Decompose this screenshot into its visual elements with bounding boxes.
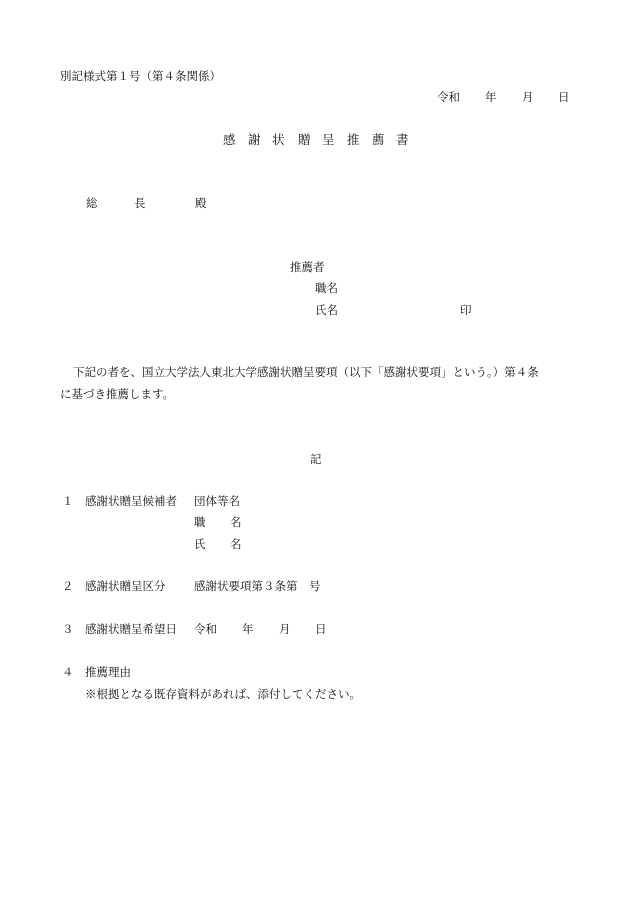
item-number: ４ [62,665,74,679]
recommender-label: 推薦者 [290,260,325,274]
addressee-char: 総 [86,196,98,210]
desired-date-day: 日 [315,622,327,636]
addressee-char: 長 [134,196,146,210]
seal-mark: 印 [460,303,472,317]
position-label-char: 職 [194,515,206,529]
date-year: 年 [485,90,497,104]
body-line-1: 下記の者を、国立大学法人東北大学感謝状贈呈要項（以下「感謝状要項」という。）第４条 [73,365,539,379]
item-number: ２ [62,579,74,593]
category-value: 感謝状要項第３条第 号 [194,579,321,593]
addressee-honorific: 殿 [195,196,207,210]
desired-date-month: 月 [279,622,291,636]
desired-date-era: 令和 [194,622,217,636]
item-number: １ [62,494,74,508]
recommender-name-label: 氏名 [315,303,338,317]
date-month: 月 [522,90,534,104]
title-char: 書 [396,132,409,147]
title-char: 感 [223,132,236,147]
desired-date-year: 年 [242,622,254,636]
date-day: 日 [558,90,570,104]
attachment-note: ※根拠となる既存資料があれば、添付してください。 [85,687,361,701]
item-label: 感謝状贈呈希望日 [85,622,177,636]
title-char: 贈 [298,132,311,147]
date-era: 令和 [437,90,460,104]
name-label-char: 名 [230,537,242,551]
item-number: ３ [62,622,74,636]
item-label: 感謝状贈呈候補者 [85,494,177,508]
title-char: 薦 [372,132,385,147]
position-label-char: 名 [230,515,242,529]
title-char: 呈 [322,132,335,147]
form-number: 別記様式第１号（第４条関係） [60,69,221,83]
item-label: 感謝状贈呈区分 [85,579,166,593]
title-char: 謝 [248,132,261,147]
ki-marker: 記 [310,452,322,466]
title-char: 状 [272,132,285,147]
recommender-position-label: 職名 [315,281,338,295]
item-label: 推薦理由 [85,665,131,679]
group-name-label: 団体等名 [194,494,240,508]
title-char: 推 [347,132,360,147]
body-line-2: に基づき推薦します。 [60,387,175,401]
name-label-char: 氏 [194,537,206,551]
